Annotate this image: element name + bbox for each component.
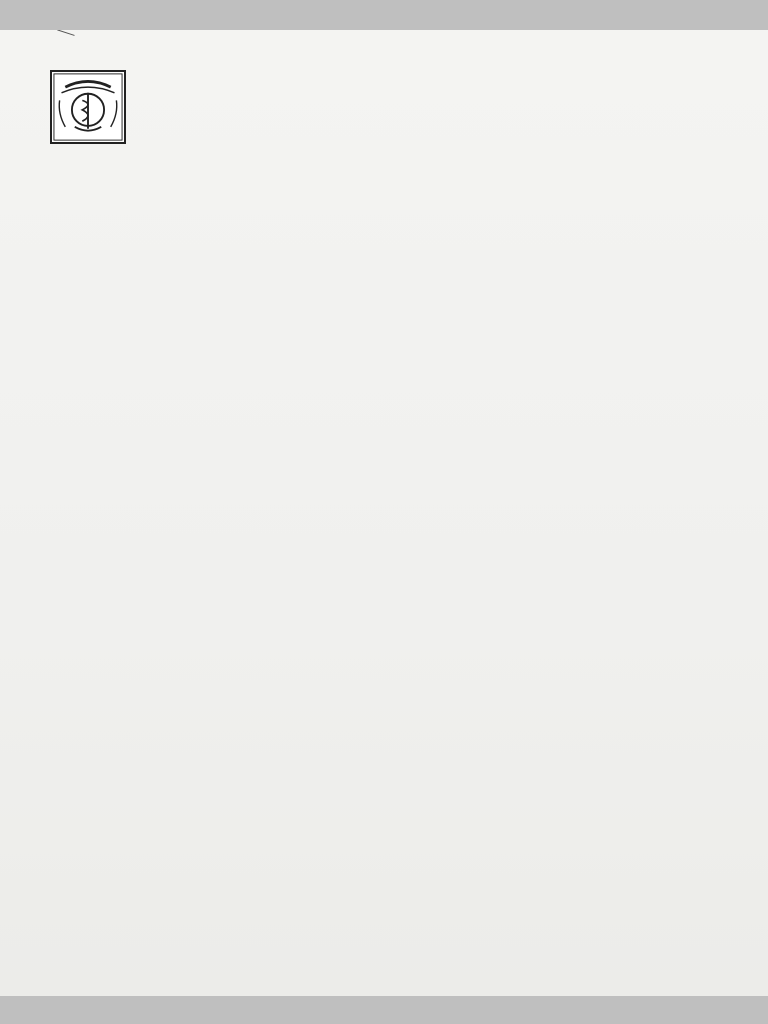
igims-logo-icon [50, 70, 126, 144]
document-page [0, 30, 768, 996]
scan-mark [55, 30, 74, 42]
